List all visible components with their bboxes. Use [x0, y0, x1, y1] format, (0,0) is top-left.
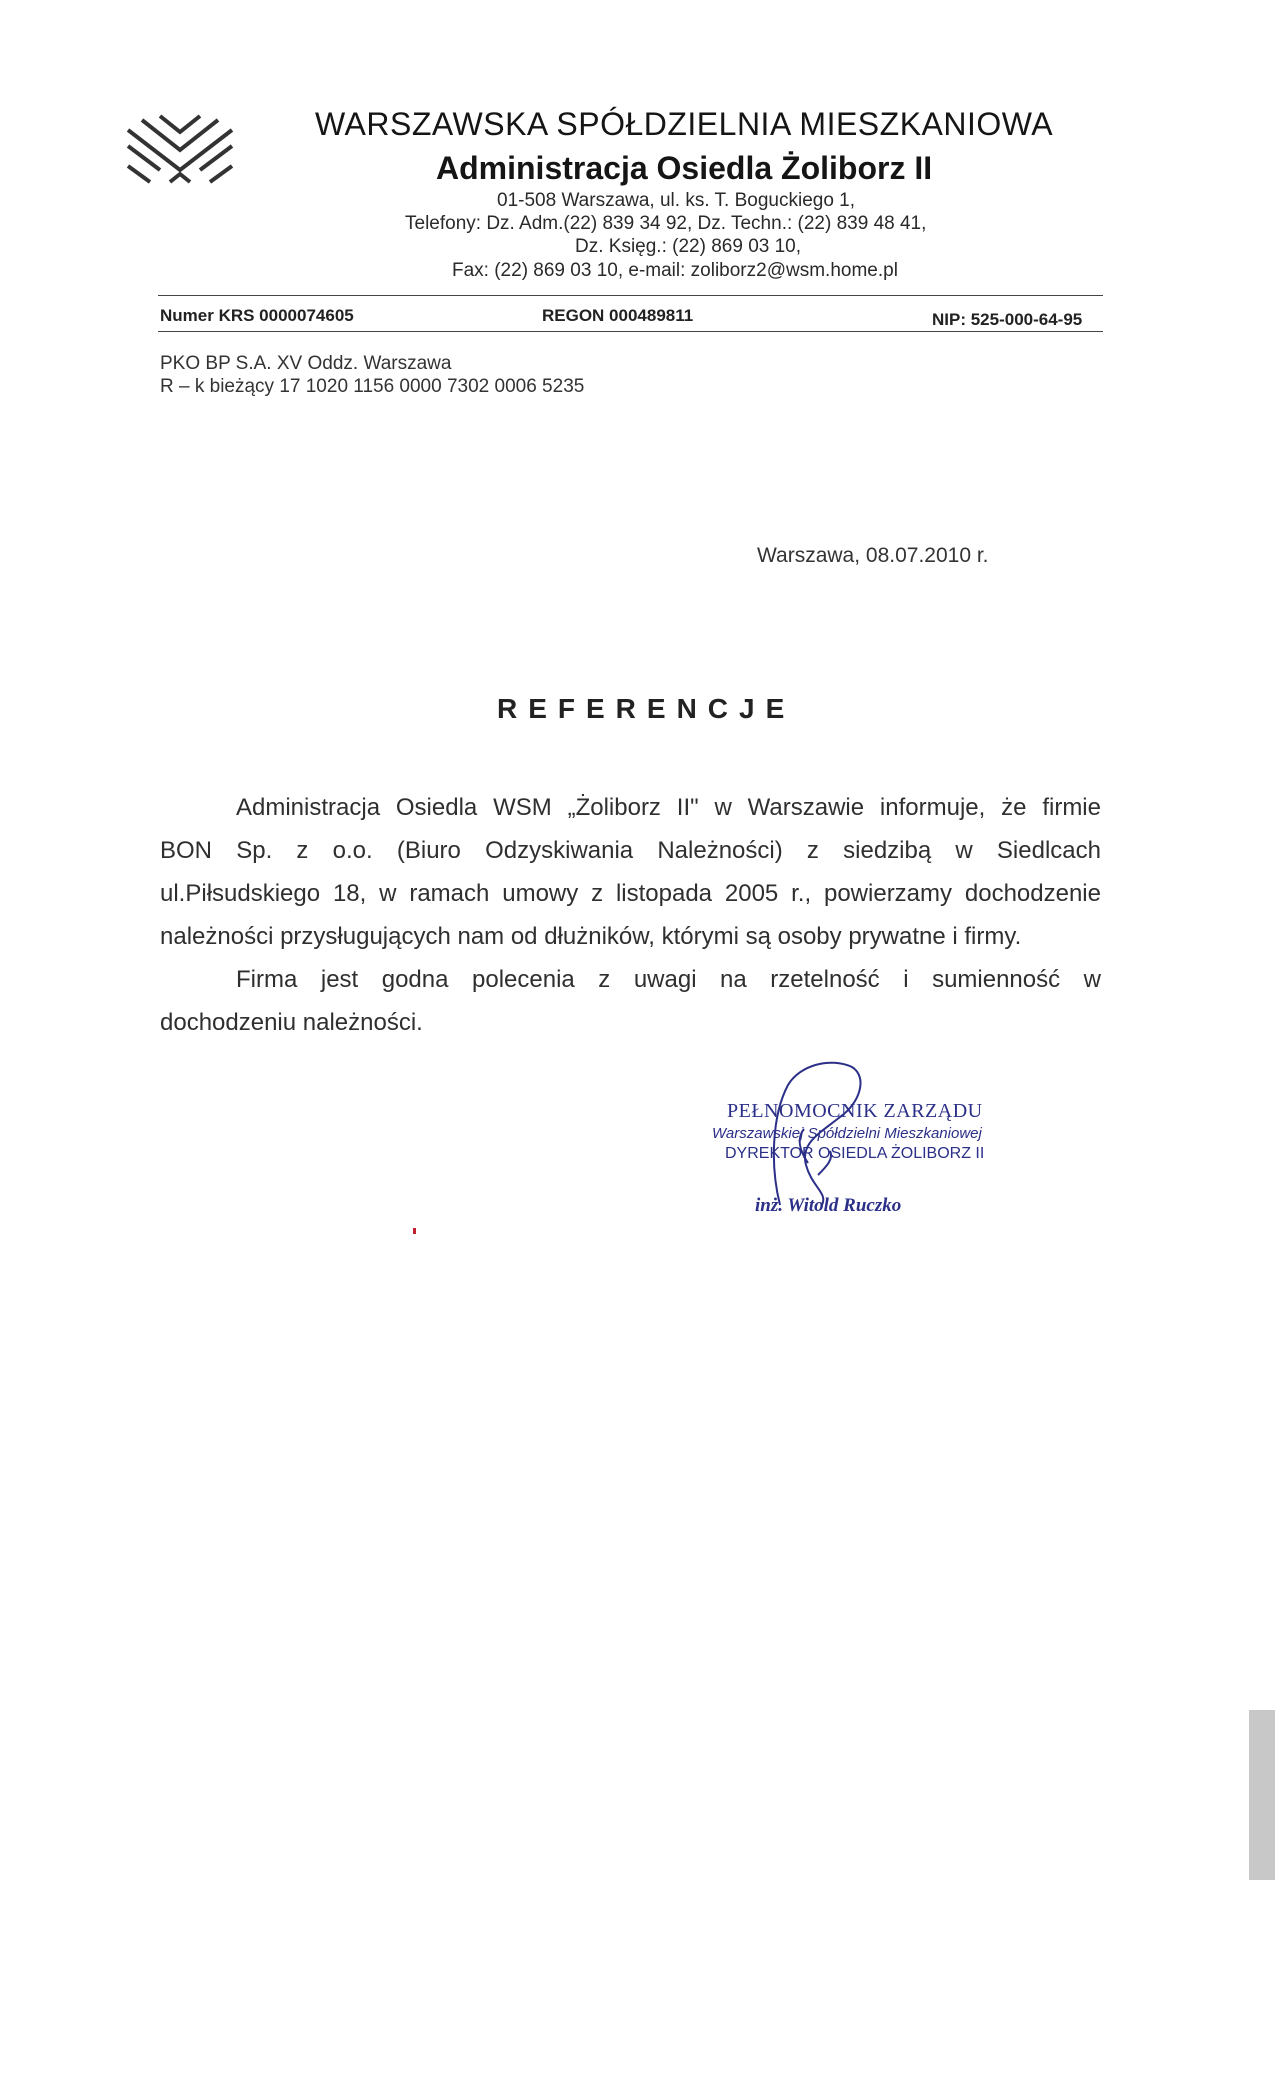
nip-number: NIP: 525-000-64-95 — [932, 310, 1083, 329]
body-line: Administracja Osiedla WSM „Żoliborz II" w Warszawie informuje, że firmie — [236, 794, 1101, 821]
fax-email-line: Fax: (22) 869 03 10, e-mail: zoliborz2@wsm.home.pl — [452, 260, 898, 281]
header-divider — [158, 295, 1103, 296]
bank-name: PKO BP S.A. XV Oddz. Warszawa — [160, 353, 452, 374]
body-line: BON Sp. z o.o. (Biuro Odzyskiwania Należności) z siedzibą w Siedlcach — [160, 837, 1101, 864]
handwritten-signature-icon — [760, 1055, 870, 1215]
stamp-title: PEŁNOMOCNIK ZARZĄDU — [727, 1100, 983, 1122]
stamp-organization: Warszawskiej Spółdzielni Mieszkaniowej — [712, 1125, 982, 1142]
scan-edge-strip — [1249, 1710, 1275, 1880]
body-line: dochodzeniu należności. — [160, 1009, 423, 1036]
body-line: należności przysługujących nam od dłużników, którymi są osoby prywatne i firmy. — [160, 923, 1022, 950]
organization-name: WARSZAWSKA SPÓŁDZIELNIA MIESZKANIOWA — [315, 106, 1054, 142]
body-line: Firma jest godna polecenia z uwagi na rzetelność i sumienność w — [236, 966, 1101, 993]
stamp-position: DYREKTOR OSIEDLA ŻOLIBORZ II — [725, 1145, 985, 1162]
registry-underline — [158, 331, 1103, 332]
regon-number: REGON 000489811 — [542, 306, 694, 325]
organization-unit: Administracja Osiedla Żoliborz II — [436, 150, 933, 186]
letter-date: Warszawa, 08.07.2010 r. — [757, 544, 989, 567]
letter-title: REFERENCJE — [497, 693, 796, 724]
accounting-phone-line: Dz. Księg.: (22) 869 03 10, — [575, 236, 802, 257]
phone-line: Telefony: Dz. Adm.(22) 839 34 92, Dz. Techn.: (22) 839 48 41, — [405, 213, 927, 234]
krs-number: Numer KRS 0000074605 — [160, 306, 354, 325]
stamp-name: inż. Witold Ruczko — [755, 1195, 902, 1216]
bank-account: R – k bieżący 17 1020 1156 0000 7302 0006 5235 — [160, 376, 585, 397]
body-line: ul.Piłsudskiego 18, w ramach umowy z listopada 2005 r., powierzamy dochodzenie — [160, 880, 1101, 907]
wsm-logo-icon — [120, 108, 240, 188]
address-line: 01-508 Warszawa, ul. ks. T. Boguckiego 1, — [497, 190, 856, 211]
ink-mark — [413, 1228, 416, 1234]
